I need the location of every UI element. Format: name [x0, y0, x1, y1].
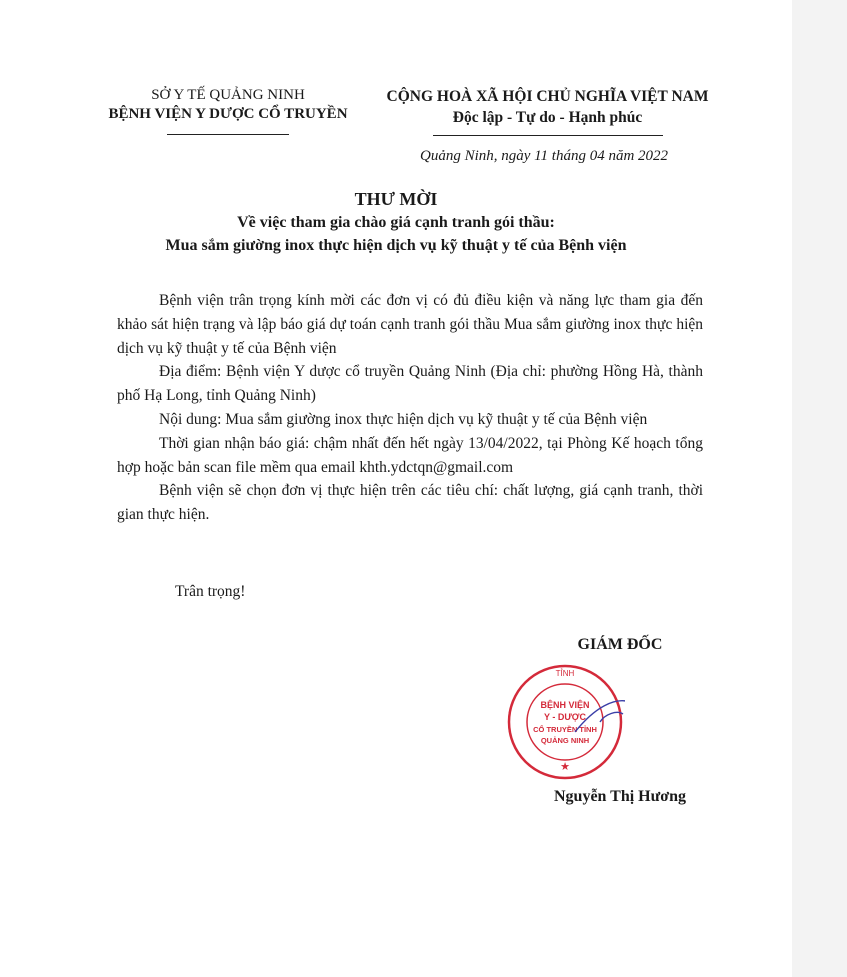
issuer-underline: [167, 134, 289, 135]
agency-name: SỞ Y TẾ QUẢNG NINH: [151, 87, 305, 103]
national-motto: Độc lập - Tự do - Hạnh phúc: [452, 109, 643, 126]
stamp-ring-text: TỈNH: [555, 669, 575, 678]
signer-title: GIÁM ĐỐC: [577, 636, 663, 653]
signer-name: Nguyễn Thị Hương: [554, 788, 686, 805]
document-title: THƯ MỜI: [354, 189, 438, 209]
country-name: CỘNG HOÀ XÃ HỘI CHỦ NGHĨA VIỆT NAM: [386, 88, 709, 105]
paragraph-deadline: Thời gian nhận báo giá: chậm nhất đến hết ngày 13/04/2022, tại Phòng Kế hoạch tổng hợp hoặc bản scan file mềm qua email khth.ydctqn@gmail.com: [117, 434, 703, 476]
paragraph-content: Nội dung: Mua sắm giường inox thực hiện dịch vụ kỹ thuật y tế của Bệnh viện: [159, 410, 648, 428]
official-stamp: [505, 662, 625, 782]
stamp-line-4: QUẢNG NINH: [540, 736, 590, 745]
motto-underline: [433, 135, 663, 136]
issuer-header: [78, 86, 378, 135]
stamp-star-icon: ★: [560, 761, 570, 773]
paragraph-invitation: Bệnh viện trân trọng kính mời các đơn vị có đủ điều kiện và năng lực tham gia đến khảo sát hiện trạng và lập báo giá dự toán cạnh tranh gói thầu Mua sắm giường inox thực hiện dịch vụ kỹ thuật y tế của Bệnh viện: [117, 292, 703, 357]
paragraph-criteria: Bệnh viện sẽ chọn đơn vị thực hiện trên các tiêu chí: chất lượng, giá cạnh tranh, thời gian thực hiện.: [117, 482, 703, 524]
closing-remark: Trân trọng!: [175, 583, 246, 600]
stamp-line-1: BỆNH VIỆN: [540, 700, 590, 710]
document-subject: Mua sắm giường inox thực hiện dịch vụ kỹ thuật y tế của Bệnh viện: [165, 237, 627, 254]
national-header: [365, 86, 730, 136]
paragraph-location: Địa điểm: Bệnh viện Y dược cổ truyền Quảng Ninh (Địa chỉ: phường Hồng Hà, thành phố Hạ Long, tỉnh Quảng Ninh): [117, 363, 703, 405]
document-subtitle: Về việc tham gia chào giá cạnh tranh gói thầu:: [237, 214, 555, 231]
letter-body: [117, 289, 703, 527]
hospital-name: BỆNH VIỆN Y DƯỢC CỔ TRUYỀN: [108, 106, 348, 122]
document-date: Quảng Ninh, ngày 11 tháng 04 năm 2022: [420, 148, 669, 164]
stamp-line-2: Y - DƯỢC: [544, 712, 586, 722]
stamp-line-3: CỔ TRUYỀN TỈNH: [533, 725, 597, 734]
page-margin: [792, 0, 847, 977]
